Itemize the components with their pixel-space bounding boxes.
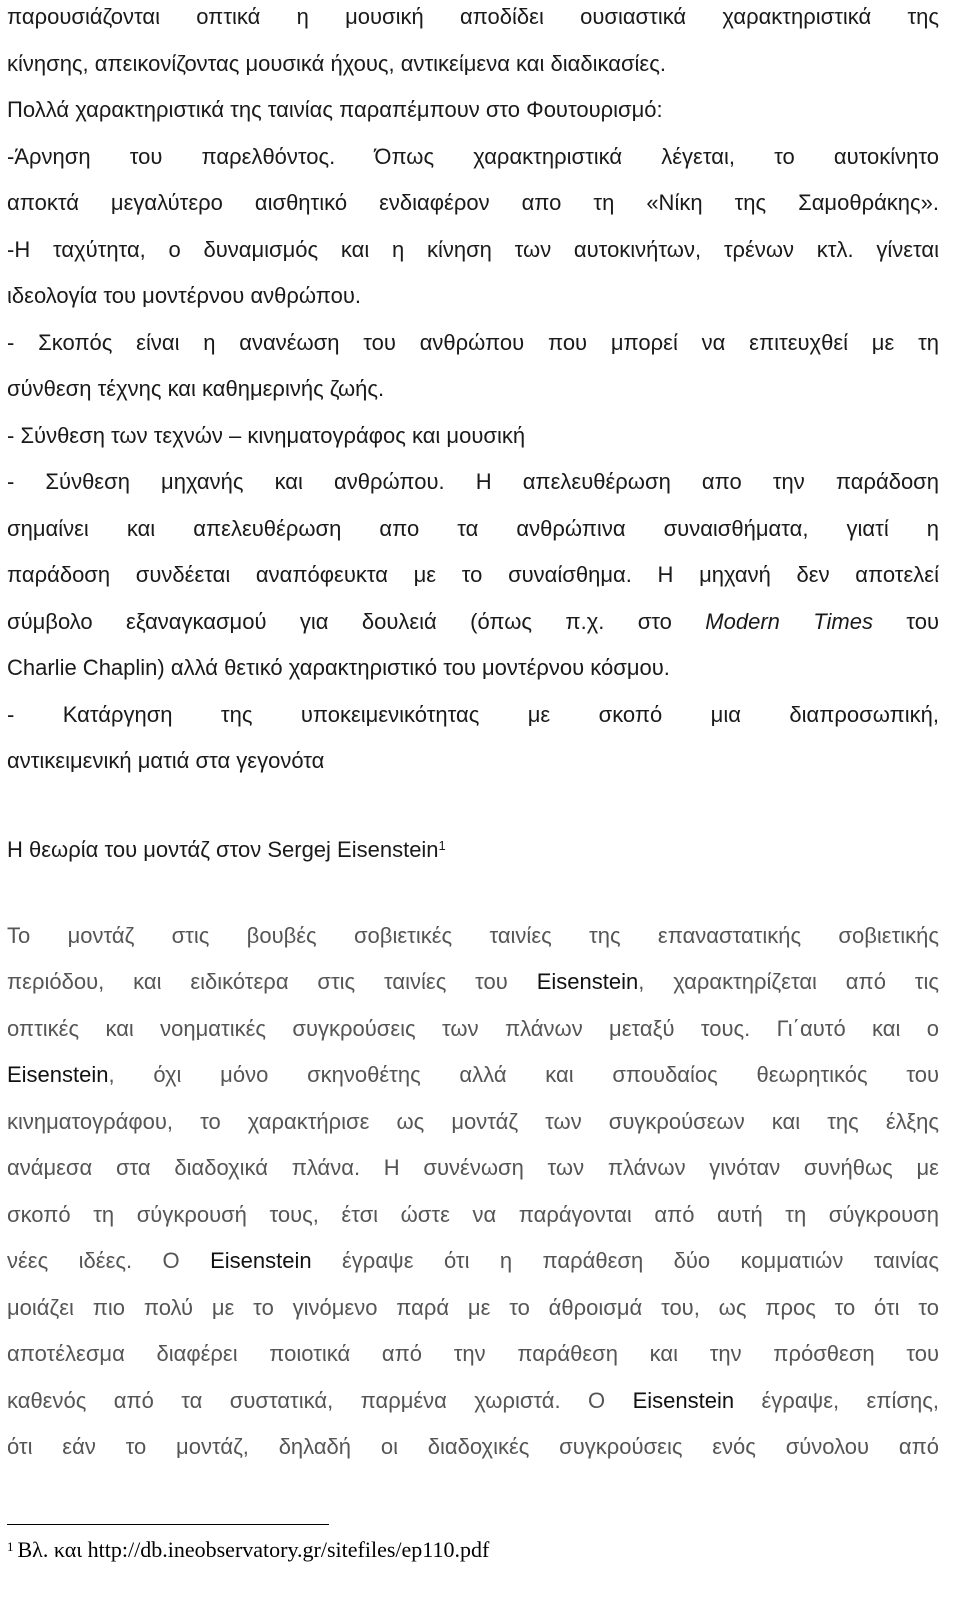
- text-segment: , χαρακτηρίζεται από τις: [638, 969, 939, 994]
- text-segment: έγραψε, επίσης,: [761, 1387, 939, 1413]
- text-line: -Η ταχύτητα, ο δυναμισμός και η κίνηση των αυτοκινήτων, τρένων κτλ. γίνεται: [7, 236, 939, 262]
- document-page: [7, 0, 939, 1471]
- footnote: [7, 1535, 489, 1565]
- text-line: [7, 1238, 939, 1285]
- text-line: - Σύνθεση των τεχνών – κινηματογράφος και μουσική: [7, 422, 526, 448]
- text-line: κίνησης, απεικονίζοντας μουσικά ήχους, αντικείμενα και διαδικασίες.: [7, 50, 666, 76]
- section-heading: [7, 827, 939, 873]
- text-line: - Κατάργηση της υποκειμενικότητας με σκοπό μια διαπροσωπική,: [7, 701, 939, 727]
- text-segment: Ο: [588, 1387, 606, 1413]
- text-line: παράδοση συνδέεται αναπόφευκτα με το συναίσθημα. Η μηχανή δεν αποτελεί: [7, 562, 939, 587]
- text-line: μοιάζει πιο πολύ με το γινόμενο παρά με το άθροισμά του, ως προς το ότι το: [7, 1294, 939, 1320]
- text-line: οπτικές και νοηματικές συγκρούσεις των πλάνων μεταξύ τους. Γι΄αυτό και ο: [7, 1015, 939, 1041]
- text-line: [7, 1052, 939, 1099]
- text-segment: , όχι μόνο σκηνοθέτης αλλά και σπουδαίος θεωρητικός του: [108, 1062, 939, 1087]
- text-line: - Σκοπός είναι η ανανέωση του ανθρώπου που μπορεί να επιτευχθεί με τη: [7, 329, 939, 355]
- text-line: [7, 1378, 939, 1425]
- footnote-reference: 1: [438, 837, 446, 853]
- text-segment: περιόδου, και ειδικότερα στις ταινίες του: [7, 969, 508, 994]
- name-eisenstein: Eisenstein: [536, 969, 639, 994]
- text-line: Charlie Chaplin) αλλά θετικό χαρακτηριστικό του μοντέρνου κόσμου.: [7, 655, 670, 680]
- text-line: αποτέλεσμα διαφέρει ποιοτικά από την παράθεση και την πρόσθεση του: [7, 1341, 939, 1366]
- text-line: σκοπό τη σύγκρουσή τους, έτσι ώστε να παράγονται από αυτή τη σύγκρουση: [7, 1201, 939, 1227]
- text-line: σημαίνει και απελευθέρωση απο τα ανθρώπινα συναισθήματα, γιατί η: [7, 515, 939, 541]
- footnote-text: Βλ. και http://db.ineobservatory.gr/sitefiles/ep110.pdf: [17, 1537, 490, 1562]
- text-segment: έγραψε ότι η παράθεση δύο κομματιών ταινίας: [342, 1248, 939, 1273]
- text-line: ιδεολογία του μοντέρνου ανθρώπου.: [7, 283, 362, 308]
- text-line: αποκτά μεγαλύτερο αισθητικό ενδιαφέρον απο τη «Νίκη της Σαμοθράκης».: [7, 190, 939, 215]
- text-line: αντικειμενική ματιά στα γεγονότα: [7, 748, 325, 773]
- text-line: - Σύνθεση μηχανής και ανθρώπου. Η απελευθέρωση απο την παράδοση: [7, 469, 939, 494]
- heading-text: Η θεωρία του μοντάζ στον Sergej Eisenstein: [7, 836, 439, 862]
- text-line: [7, 599, 939, 646]
- film-title: Modern Times: [705, 608, 873, 634]
- text-line: Το μοντάζ στις βουβές σοβιετικές ταινίες της επαναστατικής σοβιετικής: [7, 922, 939, 948]
- text-segment: καθενός από τα συστατικά, παρμένα χωριστά.: [7, 1387, 561, 1413]
- text-line: ότι εάν το μοντάζ, δηλαδή οι διαδοχικές συγκρούσεις ενός σύνολου από: [7, 1434, 939, 1459]
- name-eisenstein: Eisenstein: [632, 1387, 735, 1413]
- text-segment: του: [906, 608, 939, 634]
- text-line: ανάμεσα στα διαδοχικά πλάνα. Η συνένωση των πλάνων γινόταν συνήθως με: [7, 1155, 939, 1180]
- paragraph-eisenstein: [7, 913, 939, 1471]
- text-segment: σύμβολο εξαναγκασμού για δουλειά (όπως π.χ. στο: [7, 608, 672, 634]
- name-eisenstein: Eisenstein: [210, 1248, 312, 1273]
- text-line: παρουσιάζονται οπτικά η μουσική αποδίδει ουσιαστικά χαρακτηριστικά της: [7, 4, 939, 29]
- text-line: Πολλά χαρακτηριστικά της ταινίας παραπέμπουν στο Φουτουρισμό:: [7, 97, 663, 122]
- text-line: σύνθεση τέχνης και καθημερινής ζωής.: [7, 376, 385, 401]
- name-eisenstein: Eisenstein: [7, 1062, 109, 1087]
- paragraph-futurism: [7, 0, 939, 785]
- text-line: κινηματογράφου, το χαρακτήρισε ως μοντάζ των συγκρούσεων και της έλξης: [7, 1108, 939, 1134]
- footnote-separator: [7, 1524, 329, 1525]
- footnote-marker: 1: [7, 1539, 14, 1554]
- text-line: -Άρνηση του παρελθόντος. Όπως χαρακτηριστικά λέγεται, το αυτοκίνητο: [7, 143, 939, 169]
- text-line: [7, 959, 939, 1006]
- text-segment: νέες ιδέες. Ο: [7, 1248, 180, 1273]
